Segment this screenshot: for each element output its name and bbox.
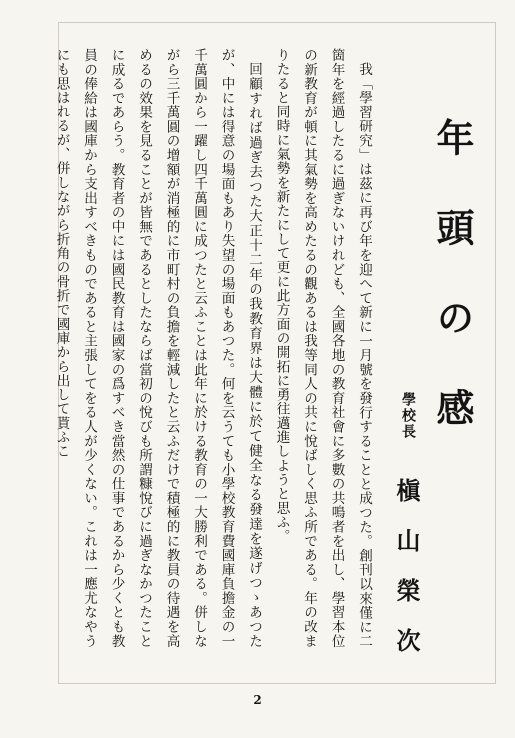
- author-role: 學校長: [400, 392, 416, 440]
- paragraph-2: 回顧すれば過ぎ去つた大正十二年の我教育界は大體に於て健全なる發達を遂げつゝあつたが、中には得意の場面もあり失望の場面もあつた。何を云うても小學校教育費國庫負擔金の一千萬圓から一躍し四千萬圓に成つたと云ふことは此年に於ける教育の一大勝利である。併しながら三千萬圓の增額が消極的に市町村の負擔を輕減したと云ふだけで積極的に教員の待遇を高めるの效果を見ることが皆無であるとしたならば當初の悅びも所謂糠悅びに過ぎなかつたことに成るであらう。教育者の中には國民教育は國家の爲すべき當然の仕事であるから少くとも教員の俸給は國庫から支出すべきものであると主張してをる人が少くない。これは一應尤なやうにも思はれるが、併しながら折角の骨折で國庫から出して貰ふこ: [53, 48, 262, 648]
- page-number: 2: [253, 693, 262, 707]
- article-body: [53, 48, 377, 648]
- article-title: 年頭の感: [430, 118, 475, 478]
- paragraph-1: 我「學習研究」は茲に再び年を迎へて新に一月號を發行することと成つた。創刊以來僅に二箇年を經過したるに過ぎないけれども、全國各地の教育社會に多數の共鳴者を出し、學習本位の新教育が頓に其氣勢を高めたるの觀あるは我等同人の共に悅ばしく思ふ所である。年の改まりたると同時に氣勢を新たにして更に此方面の開拓に勇往邁進しようと思ふ。: [273, 48, 372, 648]
- author-name: 槇山榮次: [392, 478, 421, 678]
